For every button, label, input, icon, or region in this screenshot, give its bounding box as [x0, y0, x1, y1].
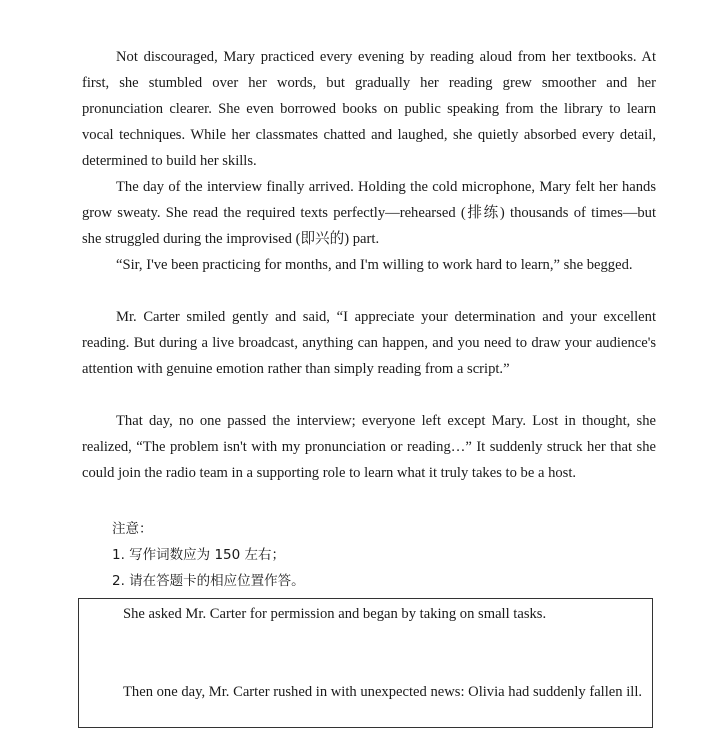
answer-box-opening-sentence-2: Then one day, Mr. Carter rushed in with unexpected news: Olivia had suddenly fallen ill.	[123, 684, 643, 700]
paragraph-realization: That day, no one passed the interview; everyone left except Mary. Lost in thought, she realized, “The problem isn't with my pronunciation or reading…” It suddenly struck her that she could join the radio team in a supporting role to learn what it truly takes to be a host.	[82, 413, 656, 481]
notes-title: 注意：	[112, 521, 153, 537]
note-answer-location: 2. 请在答题卡的相应位置作答。	[112, 573, 305, 589]
paragraph-practice: Not discouraged, Mary practiced every evening by reading aloud from her textbooks. At first, she stumbled over her words, but gradually her reading grew smoother and her pronunciation clearer. She even borrowed books on public speaking from the library to learn vocal techniques. While her classmates chatted and laughed, she quietly absorbed every detail, determined to build her skills.	[82, 49, 656, 169]
answer-box-opening-sentence-1: She asked Mr. Carter for permission and began by taking on small tasks.	[123, 606, 547, 622]
paragraph-carter-reply: Mr. Carter smiled gently and said, “I appreciate your determination and your excellent reading. But during a live broadcast, anything can happen, and you need to draw your audience's attention with genuine emotion rather than simply reading from a script.”	[82, 309, 656, 377]
answer-box	[78, 598, 653, 728]
paragraph-interview-day: The day of the interview finally arrived. Holding the cold microphone, Mary felt her hands grow sweaty. She read the required texts perfectly—rehearsed (排练) thousands of times—but she struggled during the improvised (即兴的) part.	[82, 179, 656, 247]
paragraph-plea: “Sir, I've been practicing for months, and I'm willing to work hard to learn,” she begged.	[116, 257, 633, 273]
note-word-count: 1. 写作词数应为 150 左右；	[112, 547, 286, 563]
